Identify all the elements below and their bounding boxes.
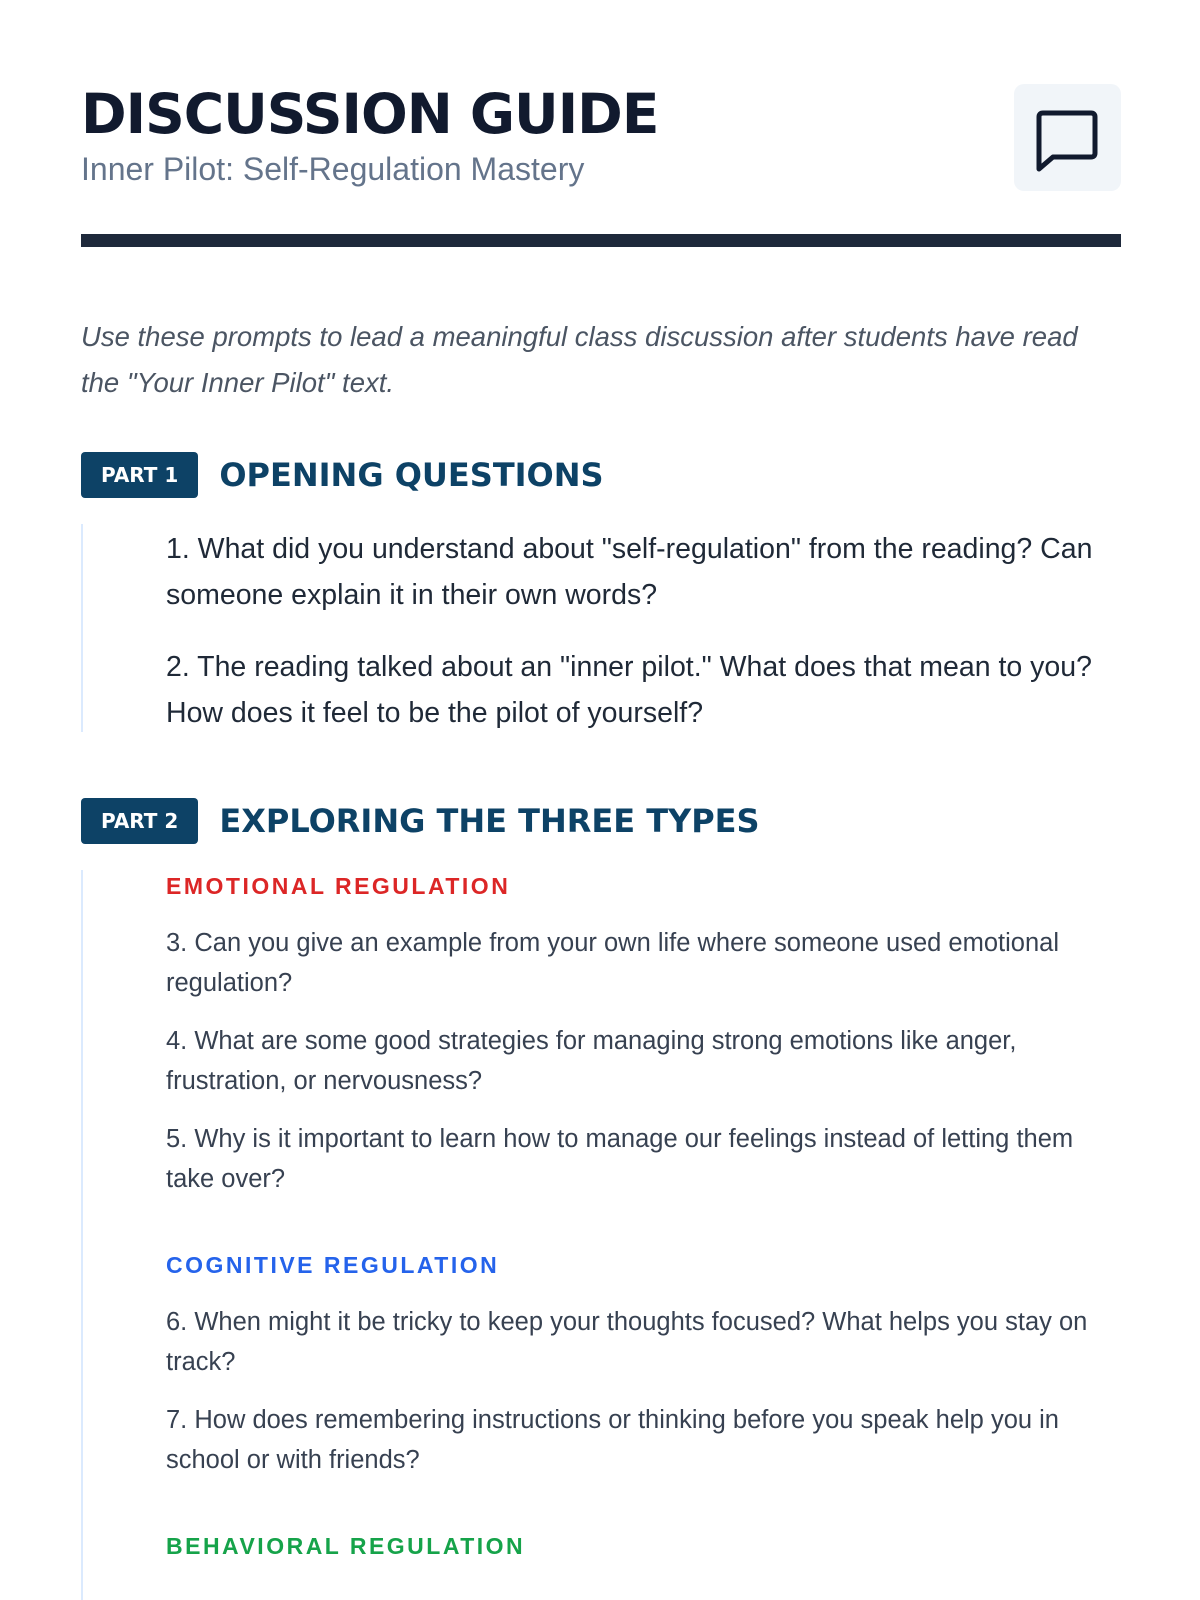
part-2-heading — [81, 798, 760, 844]
discussion-guide-page — [81, 0, 1121, 1559]
question-item: 6. When might it be tricky to keep your thoughts focused? What helps you stay on track? — [166, 1308, 1088, 1376]
part-1-questions — [81, 524, 1123, 732]
page-title: DISCUSSION GUIDE — [81, 82, 659, 146]
part-2-badge: PART 2 — [81, 798, 198, 844]
behavioral-regulation-label: BEHAVIORAL REGULATION — [166, 1533, 526, 1559]
cognitive-regulation-label: COGNITIVE REGULATION — [166, 1252, 500, 1278]
header — [81, 0, 1121, 250]
question-item: 7. How does remembering instructions or thinking before you speak help you in school or with friends? — [166, 1406, 1059, 1474]
question-item: 3. Can you give an example from your own life where someone used emotional regulation? — [166, 929, 1059, 997]
part-1-heading — [81, 452, 604, 498]
header-divider — [81, 234, 1121, 247]
message-square-icon — [1035, 109, 1099, 173]
part-2-title: EXPLORING THE THREE TYPES — [219, 802, 760, 840]
question-item: 4. What are some good strategies for managing strong emotions like anger, frustration, or nervousness? — [166, 1027, 1017, 1095]
part-1-title: OPENING QUESTIONS — [219, 456, 604, 494]
question-item: 2. The reading talked about an "inner pilot." What does that mean to you? How does it feel to be the pilot of yourself? — [166, 651, 1092, 729]
part-2-questions — [81, 870, 1123, 1600]
emotional-regulation-label: EMOTIONAL REGULATION — [166, 873, 511, 899]
question-item: 5. Why is it important to learn how to manage our feelings instead of letting them take over? — [166, 1125, 1074, 1193]
page-subtitle: Inner Pilot: Self-Regulation Mastery — [81, 151, 585, 187]
part-1-badge: PART 1 — [81, 452, 198, 498]
intro-text: Use these prompts to lead a meaningful class discussion after students have read the "Your Inner Pilot" text. — [81, 321, 1078, 398]
question-item: 1. What did you understand about "self-regulation" from the reading? Can someone explain it in their own words? — [166, 533, 1093, 611]
comment-button[interactable] — [1014, 84, 1121, 191]
